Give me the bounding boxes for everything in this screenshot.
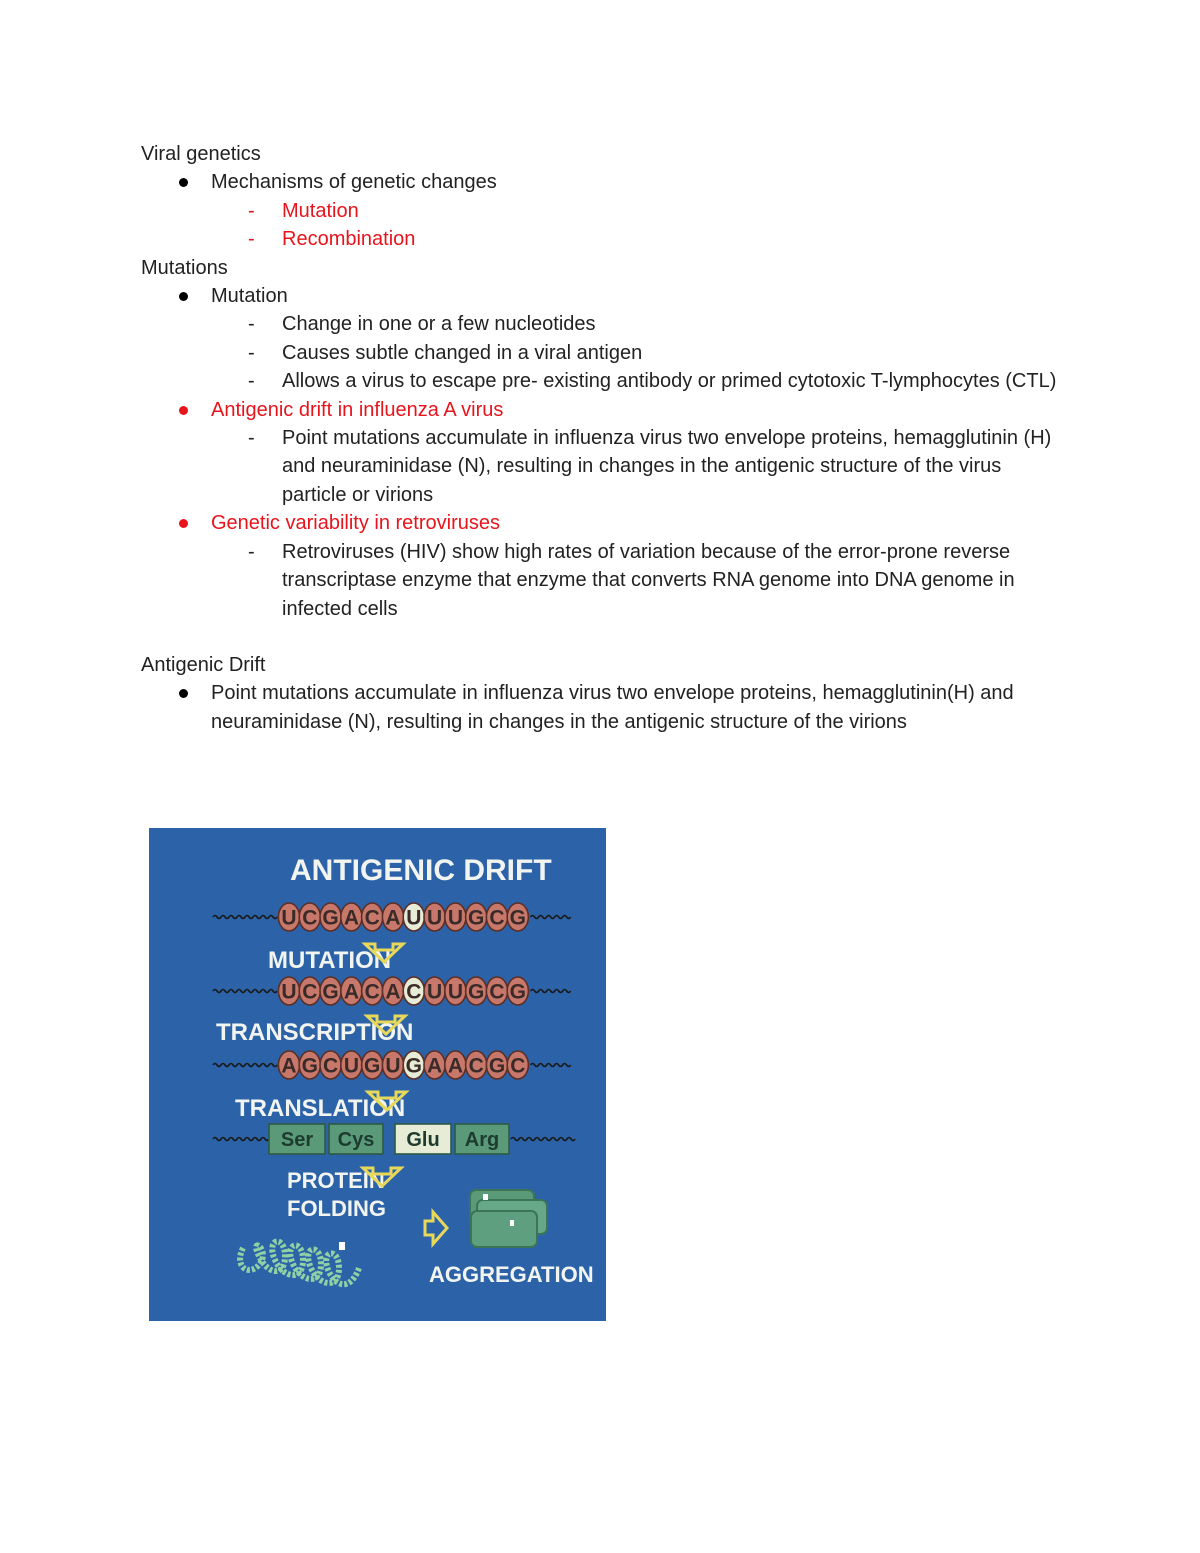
amino-acid-label: Ser — [280, 1129, 314, 1151]
nucleotide-letter: A — [427, 1054, 443, 1078]
subitem-allows — [141, 367, 1071, 395]
subitem-mutation — [141, 197, 1071, 225]
mutation-marker — [483, 1194, 488, 1200]
bullet-genetic-variability — [141, 509, 1071, 537]
nucleotide-letter: U — [447, 906, 463, 930]
spacer — [141, 623, 1071, 651]
heading-viral-genetics: Viral genetics — [141, 143, 261, 165]
nucleotide-letter: C — [323, 1054, 339, 1078]
bullet-dot-icon — [179, 292, 188, 301]
heading-mutations: Mutations — [141, 256, 228, 279]
translation-label: TRANSLATION — [235, 1095, 406, 1122]
backbone-wave — [213, 916, 277, 919]
nucleotide-letter: A — [385, 980, 401, 1004]
subitem-recombination — [141, 225, 1071, 253]
subitem-text: Retroviruses (HIV) show high rates of variation because of the error-prone reverse transcriptase enzyme that enzyme that converts RNA genome into DNA genome in infected cells — [282, 540, 1015, 620]
nucleotide-letter: C — [406, 980, 422, 1004]
protein-label: PROTEIN — [287, 1168, 385, 1193]
backbone-wave — [531, 916, 571, 919]
antigenic-drift-figure — [149, 828, 606, 1321]
dash-marker: - — [248, 313, 255, 336]
bullet-dot-icon — [179, 178, 188, 187]
nucleotide-letter: G — [322, 906, 339, 930]
subitem-text: Recombination — [282, 228, 416, 251]
nucleotide-letter: A — [343, 980, 359, 1004]
subitem-text: Mutation — [282, 199, 359, 222]
nucleotide-letter: C — [302, 906, 318, 930]
nucleotide-letter: U — [385, 1054, 401, 1078]
nucleotide-letter: U — [406, 906, 422, 930]
subitem-causes — [141, 339, 1071, 367]
document-body — [141, 140, 1071, 736]
nucleotide-letter: G — [405, 1054, 422, 1078]
amino-acid-label: Glu — [406, 1129, 440, 1151]
bullet-dot-icon — [179, 519, 188, 528]
nucleotide-letter: U — [343, 1054, 359, 1078]
arrow-right-icon — [425, 1212, 447, 1244]
backbone-wave — [531, 1064, 571, 1067]
dash-marker: - — [248, 199, 255, 222]
nucleotide-letter: A — [385, 906, 401, 930]
dash-marker: - — [248, 228, 255, 251]
bullet-text: Mutation — [211, 285, 288, 308]
folding-label: FOLDING — [287, 1196, 386, 1221]
bullet-dot-icon — [179, 689, 188, 698]
dna-sequence-mutated — [213, 977, 571, 1005]
backbone-wave — [511, 1138, 575, 1141]
aggregation-label: AGGREGATION — [429, 1262, 594, 1287]
bullet-text: Antigenic drift in influenza A virus — [211, 398, 504, 421]
subitem-change — [141, 310, 1071, 338]
nucleotide-letter: G — [488, 1054, 506, 1078]
bullet-dot-icon — [179, 406, 188, 415]
nucleotide-letter: G — [322, 980, 339, 1004]
nucleotide-letter: G — [364, 1054, 381, 1078]
nucleotide-letter: C — [510, 1054, 526, 1078]
nucleotide-letter: U — [427, 980, 443, 1004]
figure-title: ANTIGENIC DRIFT — [290, 854, 552, 887]
nucleotide-letter: C — [489, 906, 505, 930]
nucleotide-letter: C — [364, 906, 380, 930]
subitem-text: Change in one or a few nucleotides — [282, 313, 596, 336]
bullet-text: Mechanisms of genetic changes — [211, 171, 497, 194]
subitem-text: Allows a virus to escape pre- existing antibody or primed cytotoxic T-lymphocytes (CTL) — [282, 370, 1057, 393]
bullet-text: Point mutations accumulate in influenza virus two envelope proteins, hemagglutinin(H) and neuraminidase (N), resulting in changes in the antigenic structure of the virions — [211, 682, 1014, 733]
nucleotide-letter: A — [343, 906, 359, 930]
nucleotide-letter: G — [468, 906, 485, 930]
nucleotide-letter: A — [447, 1054, 463, 1078]
mutation-label: MUTATION — [268, 947, 392, 974]
nucleotide-letter: U — [427, 906, 443, 930]
dna-sequence-original — [213, 903, 571, 931]
nucleotide-letter: U — [281, 906, 297, 930]
aggregate-block — [471, 1211, 537, 1247]
backbone-wave — [213, 1138, 269, 1141]
subitem-retroviruses — [141, 538, 1071, 623]
bullet-mutation — [141, 282, 1071, 310]
nucleotide-letter: G — [509, 906, 526, 930]
antigenic-drift-diagram — [149, 828, 606, 1321]
nucleotide-letter: U — [447, 980, 463, 1004]
dash-marker: - — [248, 370, 255, 393]
amino-acid-chain — [213, 1124, 575, 1154]
nucleotide-letter: C — [364, 980, 380, 1004]
bullet-antigenic-drift — [141, 679, 1071, 736]
mutation-marker — [339, 1242, 345, 1250]
rna-sequence — [213, 1051, 571, 1079]
nucleotide-letter: C — [302, 980, 318, 1004]
backbone-wave — [531, 990, 571, 993]
nucleotide-letter: G — [468, 980, 485, 1004]
mutation-marker — [510, 1220, 514, 1226]
subitem-text: Causes subtle changed in a viral antigen — [282, 341, 643, 364]
backbone-wave — [213, 990, 277, 993]
nucleotide-letter: C — [468, 1054, 484, 1078]
dash-marker: - — [248, 341, 255, 364]
nucleotide-letter: C — [489, 980, 505, 1004]
bullet-antigenic-drift-influenza — [141, 396, 1071, 424]
heading-antigenic-drift: Antigenic Drift — [141, 653, 266, 676]
bullet-text: Genetic variability in retroviruses — [211, 512, 500, 535]
amino-acid-label: Cys — [337, 1129, 375, 1151]
transcription-label: TRANSCRIPTION — [216, 1019, 414, 1046]
backbone-wave — [213, 1064, 277, 1067]
nucleotide-letter: G — [509, 980, 526, 1004]
nucleotide-letter: A — [281, 1054, 297, 1078]
subitem-text: Point mutations accumulate in influenza virus two envelope proteins, hemagglutinin (H) and neuraminidase (N), resulting in changes in the antigenic structure of the virus particle or virions — [282, 427, 1052, 506]
dash-marker: - — [248, 427, 255, 450]
bullet-mechanisms — [141, 168, 1071, 196]
nucleotide-letter: U — [281, 980, 297, 1004]
subitem-point-mutations — [141, 424, 1071, 509]
nucleotide-letter: G — [301, 1054, 318, 1078]
amino-acid-label: Arg — [464, 1129, 500, 1151]
dash-marker: - — [248, 540, 255, 563]
